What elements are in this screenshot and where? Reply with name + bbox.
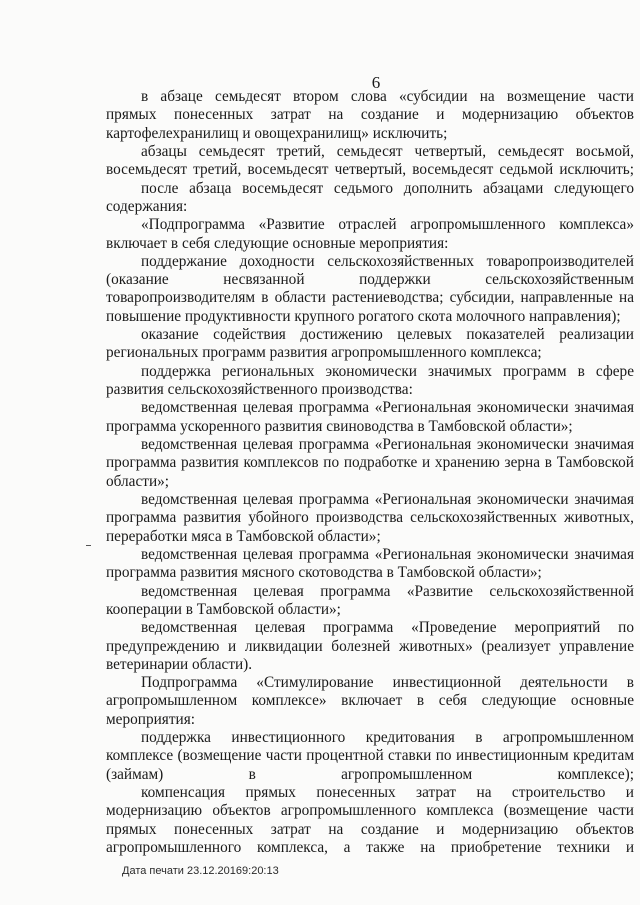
text-line: ведомственная целевая программа «Развитие сельскохозяйственной xyxy=(141,583,634,600)
text-line: прямых понесенных затрат на создание и модернизацию объектов xyxy=(106,821,634,838)
text-line: после абзаца восемьдесят седьмого дополнить абзацами следующего xyxy=(141,180,634,197)
text-line: программа развития комплексов по подработке и хранению зерна в Тамбовской xyxy=(106,454,634,471)
text-line: кооперации в Тамбовской области»; xyxy=(106,601,341,618)
text-line: ведомственная целевая программа «Региональная экономически значимая xyxy=(141,436,634,453)
text-line: картофелехранилищ и овощехранилищ» исключить; xyxy=(106,125,448,142)
text-line: оказание содействия достижению целевых показателей реализации xyxy=(141,326,634,343)
page-number: 6 xyxy=(371,73,381,92)
text-line: развития сельскохозяйственного производства: xyxy=(106,381,413,398)
text-line: ведомственная целевая программа «Региональная экономически значимая xyxy=(141,399,634,416)
text-line: программа ускоренного развития свиноводства в Тамбовской области»; xyxy=(106,418,573,435)
text-line: Подпрограмма «Стимулирование инвестиционной деятельности в xyxy=(141,674,634,691)
text-line: мероприятия: xyxy=(106,711,195,728)
text-line: прямых понесенных затрат на создание и модернизацию объектов xyxy=(106,106,634,123)
text-line: включает в себя следующие основные мероприятия: xyxy=(106,235,449,252)
text-line: восемьдесят третий, восемьдесят четвертый, восемьдесят седьмой исключить; xyxy=(106,161,634,178)
text-line: агропромышленном комплексе» включает в себя следующие основные xyxy=(106,692,634,709)
text-line: поддержание доходности сельскохозяйственных товаропроизводителей xyxy=(141,253,634,270)
text-line: ведомственная целевая программа «Региональная экономически значимая xyxy=(141,546,634,563)
text-line: поддержка региональных экономически значимых программ в сфере xyxy=(141,363,634,380)
text-line: поддержка инвестиционного кредитования в агропромышленном xyxy=(141,729,634,746)
text-line: комплексе (возмещение части процентной ставки по инвестиционным кредитам xyxy=(106,747,634,764)
text-line: ветеринарии области). xyxy=(106,656,253,673)
text-line: предупреждению и ликвидации болезней животных» (реализует управление xyxy=(106,638,634,655)
text-line: агропромышленного комплекса, а также на приобретение техники и xyxy=(106,839,634,856)
print-date: Дата печати 23.12.20169:20:13 xyxy=(122,865,279,877)
text-line: (оказание несвязанной поддержки сельскохозяйственным xyxy=(106,271,634,288)
text-line: ведомственная целевая программа «Региональная экономически значимая xyxy=(141,491,634,508)
text-line: повышение продуктивности крупного рогатого скота молочного направления); xyxy=(106,308,621,325)
text-line: региональных программ развития агропромышленного комплекса; xyxy=(106,344,542,361)
text-line: области»; xyxy=(106,473,170,490)
text-line: ведомственная целевая программа «Проведение мероприятий по xyxy=(141,619,634,636)
text-line: программа развития убойного производства сельскохозяйственных животных, xyxy=(106,509,634,526)
text-line: (займам) в агропромышленном комплексе); xyxy=(106,766,634,783)
text-line: модернизацию объектов агропромышленного комплекса (возмещение части xyxy=(106,802,634,819)
text-line: программа развития мясного скотоводства в Тамбовской области»; xyxy=(106,564,542,581)
text-line: компенсация прямых понесенных затрат на строительство и xyxy=(141,784,634,801)
text-line: содержания: xyxy=(106,198,188,215)
text-line: переработки мяса в Тамбовской области»; xyxy=(106,528,381,545)
text-line: в абзаце семьдесят втором слова «субсидии на возмещение части xyxy=(141,88,634,105)
text-line: «Подпрограмма «Развитие отраслей агропромышленного комплекса» xyxy=(141,216,634,233)
text-line: товаропроизводителям в области растениеводства; субсидии, направленные на xyxy=(106,289,634,306)
margin-mark xyxy=(86,545,91,546)
text-line: абзацы семьдесят третий, семьдесят четвертый, семьдесят восьмой, xyxy=(141,143,634,160)
